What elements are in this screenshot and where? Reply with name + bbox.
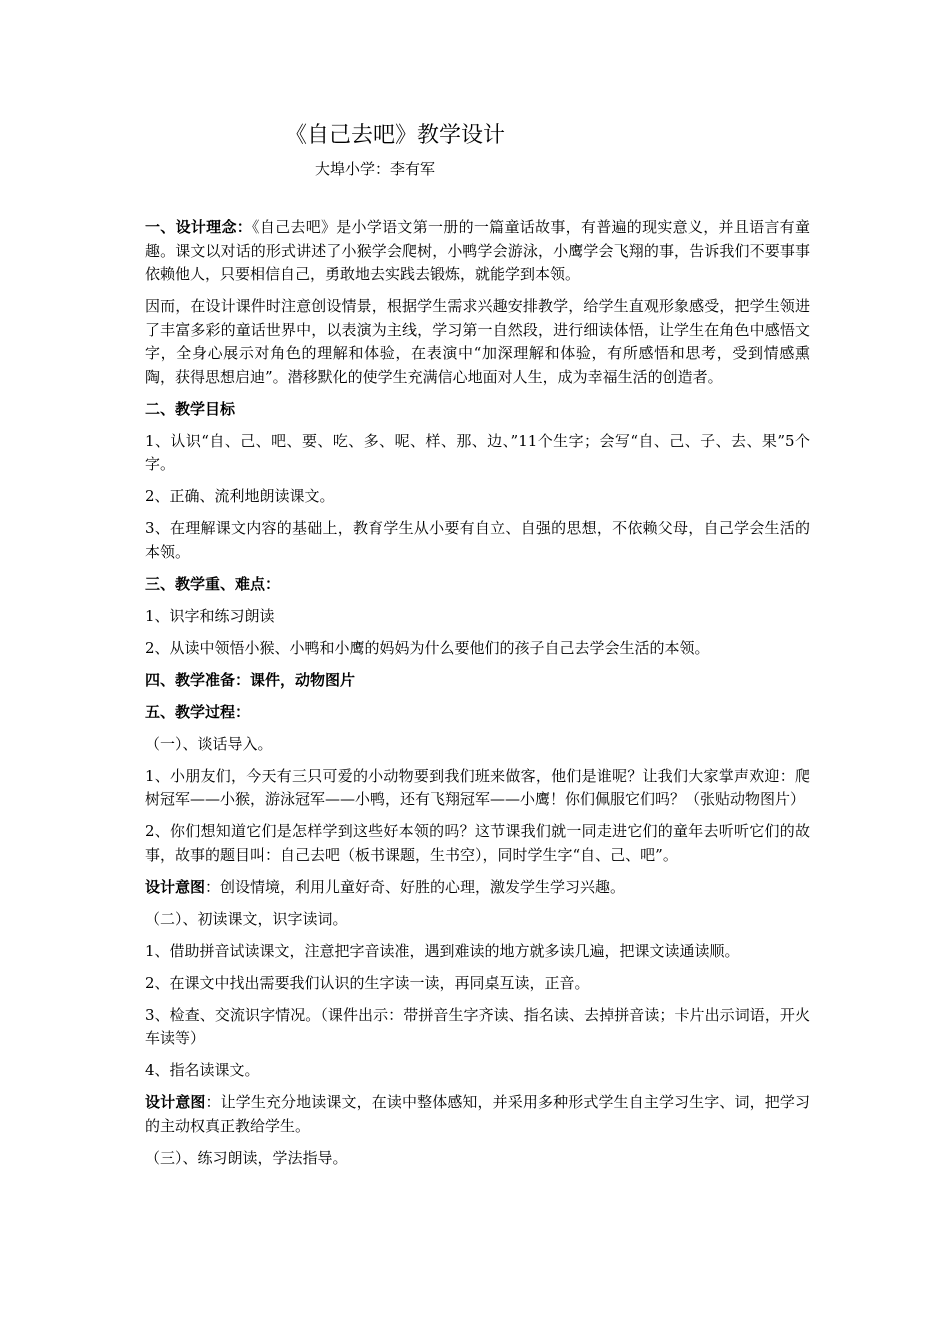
- design-intent-label: 设计意图: [145, 877, 206, 896]
- list-item: 4、指名读课文。: [145, 1061, 260, 1079]
- section-heading-design-concept: 一、设计理念：: [145, 218, 253, 236]
- list-item: 1、借助拼音试读课文，注意把字音读准，遇到难读的地方就多读几遍，把课文读通读顺。: [145, 941, 740, 960]
- list-item: 3、在理解课文内容的基础上，教育学生从小要有自立、自强的思想，不依赖父母，自己学会生活的本领。: [145, 519, 810, 561]
- paragraph: 因而，在设计课件时注意创设情景，根据学生需求兴趣安排教学，给学生直观形象感受，把学生领进了丰富多彩的童话世界中，以表演为主线，学习第一自然段，进行细读体悟，让学生在角色中感悟文字，全身心展示对角色的理解和体验，在表演中“加深理解和体验，有所感悟和思考，受到情感熏陶，获得思想启迪”。潜移默化的使学生充满信心地面对人生，成为幸福生活的创造者。: [145, 297, 810, 386]
- design-intent: [145, 876, 810, 900]
- list-item: 1、小朋友们，今天有三只可爱的小动物要到我们班来做客，他们是谁呢？让我们大家掌声欢迎：爬树冠军——小猴，游泳冠军——小鸭，还有飞翔冠军——小鹰！你们佩服它们吗？（张贴动物图片）: [145, 766, 810, 808]
- list-item: 2、你们想知道它们是怎样学到这些好本领的吗？这节课我们就一同走进它们的童年去听听它们的故事，故事的题目叫：自己去吧（板书课题，生书空），同时学生字“自、己、吧”。: [145, 822, 810, 864]
- document-body: [145, 216, 810, 1179]
- subsection-heading: （二）、初读课文，识字读词。: [145, 909, 348, 928]
- list-item: 2、在课文中找出需要我们认识的生字读一读，再同桌互读，正音。: [145, 973, 590, 992]
- section-heading-teaching-process: 五、教学过程：: [145, 702, 251, 721]
- list-item: 1、识字和练习朗读: [145, 606, 275, 625]
- section-heading-teaching-goals: 二、教学目标: [145, 399, 236, 418]
- list-item: 2、从读中领悟小猴、小鸭和小鹰的妈妈为什么要他们的孩子自己去学会生活的本领。: [145, 638, 710, 657]
- paragraph-text: 《自己去吧》是小学语文第一册的一篇童话故事，有普遍的现实意义，并且语言有童趣。课文以对话的形式讲述了小猴学会爬树，小鸭学会游泳，小鹰学会飞翔的事，告诉我们不要事事依赖他人，只要相信自己，勇敢地去实践去锻炼，就能学到本领。: [145, 218, 810, 283]
- design-intent-label: 设计意图: [145, 1093, 206, 1111]
- design-concept-paragraph: [145, 216, 810, 287]
- subsection-heading: （一）、谈话导入。: [145, 734, 273, 753]
- design-intent-text: ：让学生充分地读课文，在读中整体感知，并采用多种形式学生自主学习生字、词，把学习的主动权真正教给学生。: [145, 1093, 810, 1135]
- list-item: 3、检查、交流识字情况。（课件出示：带拼音生字齐读、指名读、去掉拼音读；卡片出示词语，开火车读等）: [145, 1005, 810, 1047]
- design-intent-text: ：创设情境，利用儿童好奇、好胜的心理，激发学生学习兴趣。: [205, 877, 626, 896]
- document-title: 《自己去吧》教学设计: [285, 123, 506, 148]
- subsection-heading: （三）、练习朗读，学法指导。: [145, 1148, 348, 1167]
- list-item: 1、认识“自、己、吧、要、吃、多、呢、样、那、边、”11个生字；会写“自、己、子、去、果”5个字。: [145, 431, 810, 473]
- list-item: 2、正确、流利地朗读课文。: [145, 487, 335, 505]
- document-author: 大埠小学：李有军: [315, 160, 436, 178]
- section-heading-preparation: 四、教学准备：课件，动物图片: [145, 670, 356, 689]
- design-intent: [145, 1091, 810, 1138]
- section-heading-key-points: 三、教学重、难点：: [145, 574, 281, 593]
